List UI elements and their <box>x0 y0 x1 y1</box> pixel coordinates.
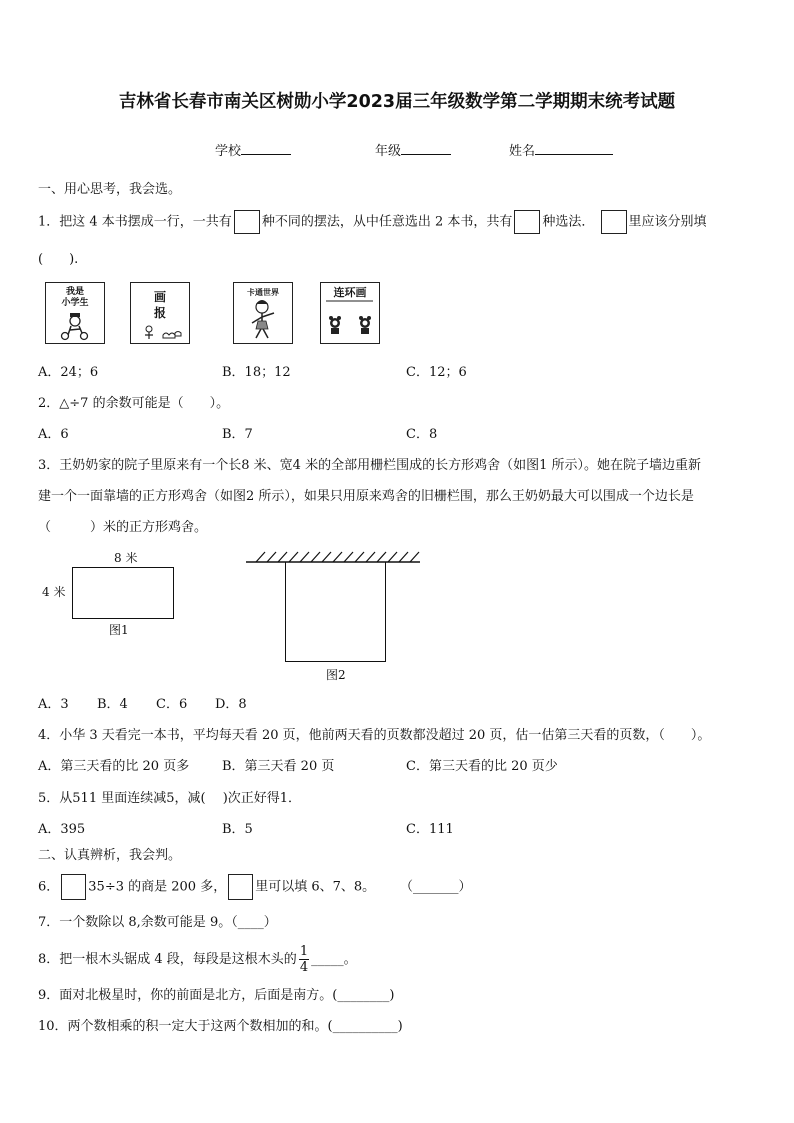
q6-answer-paren[interactable]: （_______） <box>399 879 472 895</box>
flowers-icon <box>131 283 188 343</box>
book-card-2 <box>130 282 190 344</box>
q1-text-c: 种选法． <box>542 214 595 230</box>
fraction-numerator: 1 <box>299 944 309 959</box>
q3-option-d[interactable]: D．8 <box>215 697 247 712</box>
q6-number: 6． <box>38 879 60 895</box>
book-card-1 <box>45 282 105 344</box>
fig2-square <box>285 562 386 662</box>
q6-text-b: 里可以填 6、7、8。 <box>255 879 376 895</box>
question-8 <box>38 943 357 977</box>
q4-option-a[interactable]: A．第三天看的比 20 页多 <box>38 759 190 774</box>
section-1-heading: 一、用心思考，我会选。 <box>38 182 182 197</box>
q5-option-a[interactable]: A．395 <box>38 822 86 837</box>
book-title: 连环画 <box>333 286 367 299</box>
q1-text-b: 种不同的摆法，从中任意选出 2 本书，共有 <box>261 214 513 230</box>
q3-option-a[interactable]: A．3 <box>38 697 69 712</box>
pandas-icon <box>321 283 378 343</box>
fraction-denominator: 4 <box>299 960 309 975</box>
q2-option-a[interactable]: A．6 <box>38 427 69 442</box>
q1-answer-paren: ( ). <box>38 252 79 267</box>
book-card-4 <box>320 282 380 344</box>
fig1-rectangle <box>72 567 174 619</box>
q2-option-c[interactable]: C．8 <box>406 427 438 442</box>
fig1-length-label: 8 米 <box>114 551 138 565</box>
child-on-bike-icon <box>46 283 103 343</box>
q1-option-c[interactable]: C．12；6 <box>406 365 467 380</box>
fig1-caption: 图1 <box>109 623 129 637</box>
question-9: 9．面对北极星时，你的前面是北方，后面是南方。(________) <box>38 988 395 1003</box>
fraction-one-quarter <box>299 944 309 975</box>
q8-text-b: _____。 <box>311 952 357 967</box>
q3-option-b[interactable]: B．4 <box>97 697 128 712</box>
question-1 <box>38 210 707 235</box>
school-label: 学校 <box>215 144 242 159</box>
school-field[interactable] <box>215 142 291 160</box>
q1-option-b[interactable]: B．18；12 <box>222 365 291 380</box>
name-label: 姓名 <box>509 144 536 159</box>
question-5: 5．从511 里面连续减5，减( )次正好得1． <box>38 791 302 806</box>
q5-option-b[interactable]: B．5 <box>222 822 253 837</box>
page-title: 吉林省长春市南关区树勋小学2023届三年级数学第二学期期末统考试题 <box>118 92 676 112</box>
question-6 <box>38 874 471 901</box>
book-title: 我是 小学生 <box>61 287 89 308</box>
name-field[interactable] <box>509 142 613 160</box>
section-2-heading: 二、认真辨析，我会判。 <box>38 848 182 863</box>
q8-text-a: 8．把一根木头锯成 4 段，每段是这根木头的 <box>38 952 297 967</box>
fig1-width-label: 4 米 <box>42 585 66 599</box>
question-2: 2．△÷7 的余数可能是（ ）。 <box>38 396 230 411</box>
q5-option-c[interactable]: C．111 <box>406 822 454 837</box>
q2-option-b[interactable]: B．7 <box>222 427 253 442</box>
question-3-line-3: （ ）米的正方形鸡舍。 <box>38 520 208 535</box>
book-title: 画 报 <box>153 290 166 320</box>
q4-option-b[interactable]: B．第三天看 20 页 <box>222 759 335 774</box>
q1-option-a[interactable]: A．24；6 <box>38 365 99 380</box>
grade-label: 年级 <box>375 144 402 159</box>
q1-text-a: 1．把这 4 本书摆成一行，一共有 <box>38 214 232 230</box>
answer-box[interactable] <box>228 874 253 900</box>
question-3-line-2: 建一个一面靠墙的正方形鸡舍（如图2 所示），如果只用原来鸡舍的旧栅栏围，那么王奶奶最大可以围成一个边长是 <box>38 489 694 504</box>
q4-option-c[interactable]: C．第三天看的比 20 页少 <box>406 759 558 774</box>
q3-option-c[interactable]: C．6 <box>156 697 188 712</box>
answer-box[interactable] <box>514 210 540 234</box>
question-4: 4．小华 3 天看完一本书，平均每天看 20 页，他前两天看的页数都没超过 20 页，估一估第三天看的页数，（ ）。 <box>38 728 711 743</box>
fig2-caption: 图2 <box>326 668 346 682</box>
question-3-line-1: 3．王奶奶家的院子里原来有一个长8 米、宽4 米的全部用栅栏围成的长方形鸡舍（如图1 所示）。她在院子墙边重新 <box>38 458 701 473</box>
answer-box[interactable] <box>601 210 627 234</box>
question-10: 10．两个数相乘的积一定大于这两个数相加的和。(__________) <box>38 1019 403 1034</box>
girl-icon <box>234 283 291 343</box>
answer-box[interactable] <box>61 874 86 900</box>
q1-text-d: 里应该分别填 <box>628 214 707 230</box>
grade-field[interactable] <box>375 142 451 160</box>
book-title: 卡通世界 <box>247 288 279 297</box>
answer-box[interactable] <box>234 210 260 234</box>
question-7: 7．一个数除以 8,余数可能是 9。（____） <box>38 915 277 930</box>
q6-text-a: 35÷3 的商是 200 多， <box>88 879 227 895</box>
book-card-3 <box>233 282 293 344</box>
